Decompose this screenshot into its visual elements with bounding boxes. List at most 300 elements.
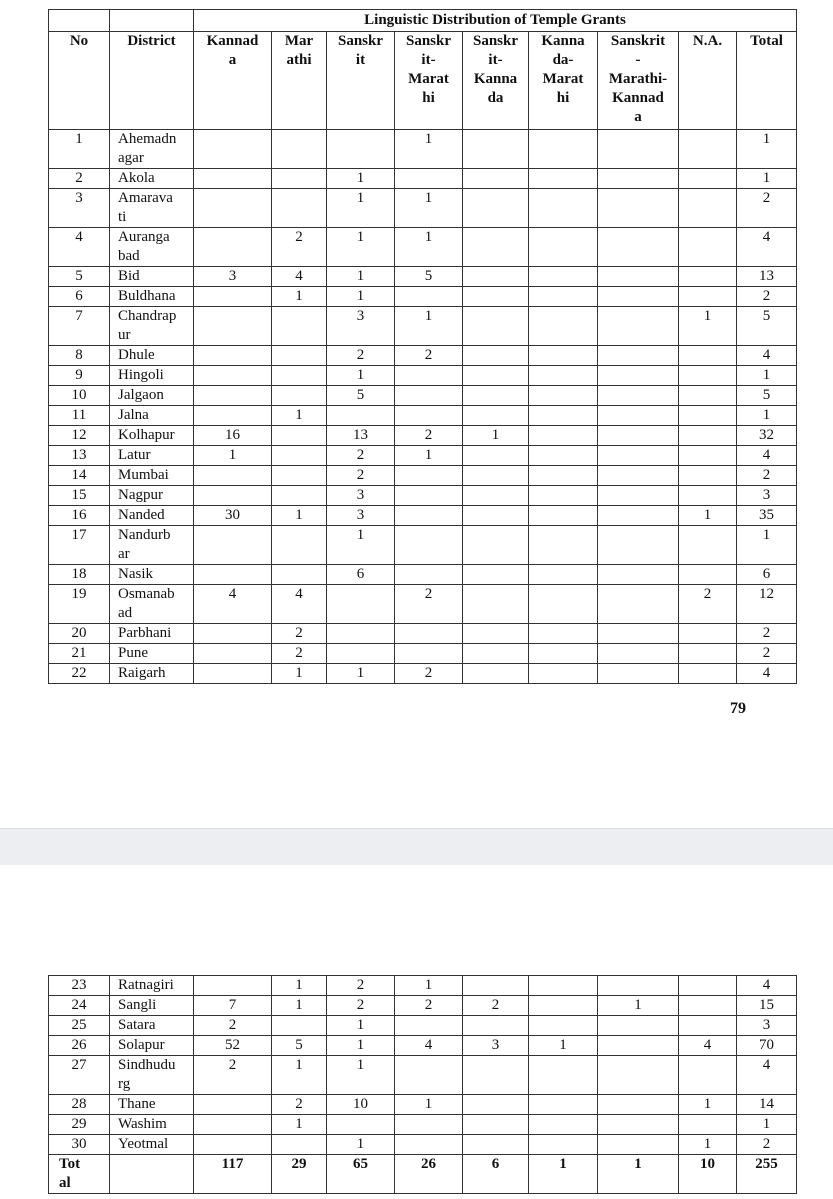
value-cell: [395, 169, 463, 189]
value-cell: [194, 228, 272, 267]
value-cell: 2: [327, 466, 395, 486]
value-cell: [194, 1135, 272, 1155]
value-cell: 1: [272, 1115, 327, 1135]
value-cell: [598, 486, 679, 506]
column-header: Sanskr it: [327, 32, 395, 130]
value-cell: 10: [327, 1095, 395, 1115]
value-cell: 4: [737, 664, 797, 684]
value-cell: [463, 267, 529, 287]
value-cell: [327, 130, 395, 169]
value-cell: 1: [737, 130, 797, 169]
value-cell: 2: [679, 585, 737, 624]
row-number-cell: 26: [49, 1036, 110, 1056]
value-cell: 4: [737, 228, 797, 267]
value-cell: 4: [395, 1036, 463, 1056]
table-row: [49, 307, 797, 346]
value-cell: 1: [395, 228, 463, 267]
value-cell: [529, 1135, 598, 1155]
value-cell: 1: [327, 287, 395, 307]
value-cell: [679, 644, 737, 664]
row-number-cell: 3: [49, 189, 110, 228]
value-cell: [272, 446, 327, 466]
value-cell: 1: [327, 1135, 395, 1155]
row-number-cell: 12: [49, 426, 110, 446]
district-cell: Bid: [110, 267, 194, 287]
district-cell: Mumbai: [110, 466, 194, 486]
value-cell: [194, 486, 272, 506]
value-cell: [529, 366, 598, 386]
value-cell: [679, 426, 737, 446]
value-cell: 13: [737, 267, 797, 287]
value-cell: [598, 446, 679, 466]
value-cell: [529, 664, 598, 684]
value-cell: [529, 996, 598, 1016]
value-cell: 2: [395, 426, 463, 446]
value-cell: [529, 386, 598, 406]
row-number-cell: 25: [49, 1016, 110, 1036]
value-cell: [598, 976, 679, 996]
row-number-cell: 15: [49, 486, 110, 506]
value-cell: [194, 287, 272, 307]
value-cell: [272, 307, 327, 346]
value-cell: [272, 526, 327, 565]
value-cell: 3: [737, 1016, 797, 1036]
value-cell: 3: [327, 307, 395, 346]
row-number-cell: 30: [49, 1135, 110, 1155]
value-cell: [529, 585, 598, 624]
value-cell: [679, 267, 737, 287]
page-gap: [0, 828, 833, 866]
value-cell: [598, 585, 679, 624]
value-cell: 1: [194, 446, 272, 466]
value-cell: 4: [194, 585, 272, 624]
value-cell: [463, 446, 529, 466]
column-header: Total: [737, 32, 797, 130]
value-cell: [272, 565, 327, 585]
value-cell: 13: [327, 426, 395, 446]
row-number-cell: 13: [49, 446, 110, 466]
value-cell: [395, 1135, 463, 1155]
value-cell: [463, 624, 529, 644]
value-cell: [598, 1135, 679, 1155]
table-row: [49, 466, 797, 486]
value-cell: [529, 1115, 598, 1135]
row-number-cell: 1: [49, 130, 110, 169]
value-cell: 2: [737, 466, 797, 486]
value-cell: [598, 287, 679, 307]
value-cell: 1: [395, 189, 463, 228]
value-cell: [529, 169, 598, 189]
value-cell: 1: [327, 1016, 395, 1036]
value-cell: [272, 169, 327, 189]
value-cell: [395, 526, 463, 565]
value-cell: [395, 506, 463, 526]
table-row: [49, 426, 797, 446]
value-cell: [529, 406, 598, 426]
value-cell: [272, 130, 327, 169]
value-cell: [272, 189, 327, 228]
value-cell: 1: [679, 1135, 737, 1155]
value-cell: 1: [327, 664, 395, 684]
row-number-cell: 22: [49, 664, 110, 684]
value-cell: [194, 624, 272, 644]
value-cell: [395, 1056, 463, 1095]
value-cell: 1: [327, 267, 395, 287]
column-header: Kannad a: [194, 32, 272, 130]
value-cell: [598, 406, 679, 426]
value-cell: [395, 644, 463, 664]
district-cell: Dhule: [110, 346, 194, 366]
value-cell: [463, 1135, 529, 1155]
value-cell: [194, 386, 272, 406]
table-row: [49, 624, 797, 644]
value-cell: [272, 1016, 327, 1036]
total-label-cell: Tot al: [49, 1155, 110, 1194]
value-cell: 35: [737, 506, 797, 526]
value-cell: [395, 287, 463, 307]
row-number-cell: 18: [49, 565, 110, 585]
value-cell: 4: [737, 346, 797, 366]
district-cell: Jalgaon: [110, 386, 194, 406]
value-cell: [194, 526, 272, 565]
value-cell: [272, 346, 327, 366]
row-number-cell: 8: [49, 346, 110, 366]
value-cell: 1: [598, 996, 679, 1016]
row-number-cell: 9: [49, 366, 110, 386]
row-number-cell: 29: [49, 1115, 110, 1135]
value-cell: 1: [327, 169, 395, 189]
row-number-cell: 2: [49, 169, 110, 189]
table-row: [49, 130, 797, 169]
value-cell: 2: [737, 189, 797, 228]
value-cell: 117: [194, 1155, 272, 1194]
value-cell: 1: [327, 1036, 395, 1056]
value-cell: 1: [679, 1095, 737, 1115]
value-cell: [194, 1115, 272, 1135]
value-cell: [194, 466, 272, 486]
value-cell: [463, 565, 529, 585]
value-cell: [395, 486, 463, 506]
value-cell: 6: [327, 565, 395, 585]
value-cell: [194, 346, 272, 366]
value-cell: 1: [395, 1095, 463, 1115]
value-cell: 1: [327, 1056, 395, 1095]
district-cell: Thane: [110, 1095, 194, 1115]
value-cell: 2: [327, 976, 395, 996]
value-cell: [194, 565, 272, 585]
district-cell: Amarava ti: [110, 189, 194, 228]
value-cell: 10: [679, 1155, 737, 1194]
table-row: [49, 1036, 797, 1056]
value-cell: [598, 664, 679, 684]
value-cell: [679, 466, 737, 486]
value-cell: [598, 169, 679, 189]
value-cell: [598, 267, 679, 287]
value-cell: [272, 1135, 327, 1155]
value-cell: 2: [737, 624, 797, 644]
value-cell: [529, 1095, 598, 1115]
value-cell: [679, 486, 737, 506]
value-cell: [598, 228, 679, 267]
value-cell: [679, 169, 737, 189]
value-cell: [194, 1095, 272, 1115]
value-cell: [598, 130, 679, 169]
value-cell: [529, 307, 598, 346]
table-row: [49, 267, 797, 287]
district-cell: Raigarh: [110, 664, 194, 684]
row-number-cell: 17: [49, 526, 110, 565]
value-cell: [679, 1115, 737, 1135]
value-cell: 15: [737, 996, 797, 1016]
value-cell: [327, 406, 395, 426]
value-cell: 255: [737, 1155, 797, 1194]
value-cell: [598, 1016, 679, 1036]
table-title: Linguistic Distribution of Temple Grants: [194, 10, 797, 32]
value-cell: 52: [194, 1036, 272, 1056]
district-cell: Washim: [110, 1115, 194, 1135]
value-cell: [598, 526, 679, 565]
value-cell: [463, 1095, 529, 1115]
value-cell: 1: [679, 307, 737, 346]
value-cell: [463, 506, 529, 526]
value-cell: [598, 366, 679, 386]
value-cell: [194, 307, 272, 346]
value-cell: 1: [272, 287, 327, 307]
row-number-cell: 14: [49, 466, 110, 486]
district-cell: Pune: [110, 644, 194, 664]
value-cell: [598, 565, 679, 585]
district-cell: Yeotmal: [110, 1135, 194, 1155]
value-cell: 1: [327, 228, 395, 267]
value-cell: 1: [529, 1155, 598, 1194]
district-cell: Ahemadn agar: [110, 130, 194, 169]
row-number-cell: 10: [49, 386, 110, 406]
value-cell: [529, 976, 598, 996]
table-row: [49, 1135, 797, 1155]
row-number-cell: 16: [49, 506, 110, 526]
district-cell: Buldhana: [110, 287, 194, 307]
value-cell: 2: [272, 1095, 327, 1115]
value-cell: [395, 466, 463, 486]
value-cell: [194, 976, 272, 996]
column-header: Sanskr it- Marat hi: [395, 32, 463, 130]
value-cell: 2: [737, 287, 797, 307]
value-cell: 5: [327, 386, 395, 406]
value-cell: [463, 644, 529, 664]
value-cell: [194, 189, 272, 228]
table-row: [49, 287, 797, 307]
value-cell: [463, 1016, 529, 1036]
value-cell: [463, 346, 529, 366]
value-cell: [327, 1115, 395, 1135]
value-cell: [598, 1056, 679, 1095]
value-cell: 5: [737, 386, 797, 406]
district-cell: Hingoli: [110, 366, 194, 386]
value-cell: 2: [395, 585, 463, 624]
district-cell: Sangli: [110, 996, 194, 1016]
value-cell: 1: [327, 526, 395, 565]
value-cell: 4: [272, 585, 327, 624]
row-number-cell: 20: [49, 624, 110, 644]
district-cell: Nanded: [110, 506, 194, 526]
value-cell: 2: [737, 644, 797, 664]
value-cell: [529, 506, 598, 526]
value-cell: [598, 346, 679, 366]
value-cell: 1: [395, 976, 463, 996]
value-cell: 16: [194, 426, 272, 446]
value-cell: [529, 1016, 598, 1036]
table-row: [49, 664, 797, 684]
value-cell: 32: [737, 426, 797, 446]
value-cell: 1: [679, 506, 737, 526]
row-number-cell: 24: [49, 996, 110, 1016]
value-cell: 12: [737, 585, 797, 624]
value-cell: 4: [679, 1036, 737, 1056]
value-cell: [463, 664, 529, 684]
value-cell: [598, 466, 679, 486]
district-cell: Akola: [110, 169, 194, 189]
value-cell: [395, 1016, 463, 1036]
value-cell: [679, 996, 737, 1016]
value-cell: 1: [395, 307, 463, 346]
value-cell: [529, 189, 598, 228]
value-cell: 6: [737, 565, 797, 585]
table-row: [49, 565, 797, 585]
value-cell: [395, 406, 463, 426]
value-cell: [529, 644, 598, 664]
district-cell: Nagpur: [110, 486, 194, 506]
value-cell: [529, 130, 598, 169]
table-row: [49, 1115, 797, 1135]
value-cell: 4: [272, 267, 327, 287]
table-row: [49, 169, 797, 189]
value-cell: [598, 189, 679, 228]
row-number-cell: 4: [49, 228, 110, 267]
value-cell: [598, 386, 679, 406]
total-row: [49, 1155, 797, 1194]
column-header: Kanna da- Marat hi: [529, 32, 598, 130]
table-row: [49, 1095, 797, 1115]
row-number-cell: 27: [49, 1056, 110, 1095]
table-row: [49, 486, 797, 506]
value-cell: 1: [272, 996, 327, 1016]
column-header: No: [49, 32, 110, 130]
value-cell: [463, 1115, 529, 1135]
value-cell: [194, 406, 272, 426]
value-cell: [463, 406, 529, 426]
row-number-cell: 19: [49, 585, 110, 624]
value-cell: 65: [327, 1155, 395, 1194]
column-header: Sanskrit - Marathi- Kannad a: [598, 32, 679, 130]
value-cell: [463, 976, 529, 996]
district-cell: Kolhapur: [110, 426, 194, 446]
value-cell: [463, 486, 529, 506]
value-cell: [463, 169, 529, 189]
value-cell: [598, 1036, 679, 1056]
district-cell: Satara: [110, 1016, 194, 1036]
value-cell: 2: [327, 446, 395, 466]
column-header: Mar athi: [272, 32, 327, 130]
district-cell: Jalna: [110, 406, 194, 426]
district-cell: Latur: [110, 446, 194, 466]
table-row: [49, 1056, 797, 1095]
value-cell: [272, 466, 327, 486]
value-cell: 2: [395, 346, 463, 366]
value-cell: 2: [272, 624, 327, 644]
value-cell: 6: [463, 1155, 529, 1194]
row-number-cell: 21: [49, 644, 110, 664]
value-cell: [272, 386, 327, 406]
district-cell: Parbhani: [110, 624, 194, 644]
value-cell: 1: [737, 526, 797, 565]
value-cell: [529, 267, 598, 287]
district-cell: Auranga bad: [110, 228, 194, 267]
value-cell: 30: [194, 506, 272, 526]
table-row: [49, 526, 797, 565]
value-cell: [679, 1056, 737, 1095]
value-cell: [679, 346, 737, 366]
value-cell: [529, 426, 598, 446]
value-cell: [598, 506, 679, 526]
temple-grants-table-part-2: [48, 975, 797, 1194]
value-cell: 5: [395, 267, 463, 287]
table-row: [49, 996, 797, 1016]
value-cell: [529, 486, 598, 506]
value-cell: 2: [395, 996, 463, 1016]
value-cell: [395, 386, 463, 406]
value-cell: 3: [327, 506, 395, 526]
value-cell: [679, 228, 737, 267]
value-cell: 4: [737, 976, 797, 996]
row-number-cell: 11: [49, 406, 110, 426]
value-cell: [679, 1016, 737, 1036]
value-cell: [395, 565, 463, 585]
value-cell: [529, 624, 598, 644]
value-cell: 3: [194, 267, 272, 287]
value-cell: [529, 565, 598, 585]
table-row: [49, 1016, 797, 1036]
district-cell: Solapur: [110, 1036, 194, 1056]
value-cell: [529, 526, 598, 565]
value-cell: 3: [327, 486, 395, 506]
value-cell: [598, 426, 679, 446]
value-cell: 2: [272, 228, 327, 267]
column-header: District: [110, 32, 194, 130]
value-cell: [194, 644, 272, 664]
value-cell: [679, 624, 737, 644]
value-cell: 4: [737, 1056, 797, 1095]
value-cell: [679, 406, 737, 426]
page-number: 79: [730, 700, 746, 717]
value-cell: [463, 585, 529, 624]
value-cell: [679, 386, 737, 406]
value-cell: [272, 486, 327, 506]
value-cell: 1: [272, 664, 327, 684]
value-cell: 1: [737, 169, 797, 189]
value-cell: [529, 466, 598, 486]
table-row: [49, 506, 797, 526]
value-cell: 1: [598, 1155, 679, 1194]
table-row: [49, 228, 797, 267]
row-number-cell: 5: [49, 267, 110, 287]
value-cell: [463, 366, 529, 386]
value-cell: [529, 1056, 598, 1095]
value-cell: [463, 228, 529, 267]
value-cell: 5: [737, 307, 797, 346]
value-cell: [463, 189, 529, 228]
value-cell: [395, 624, 463, 644]
value-cell: [679, 664, 737, 684]
